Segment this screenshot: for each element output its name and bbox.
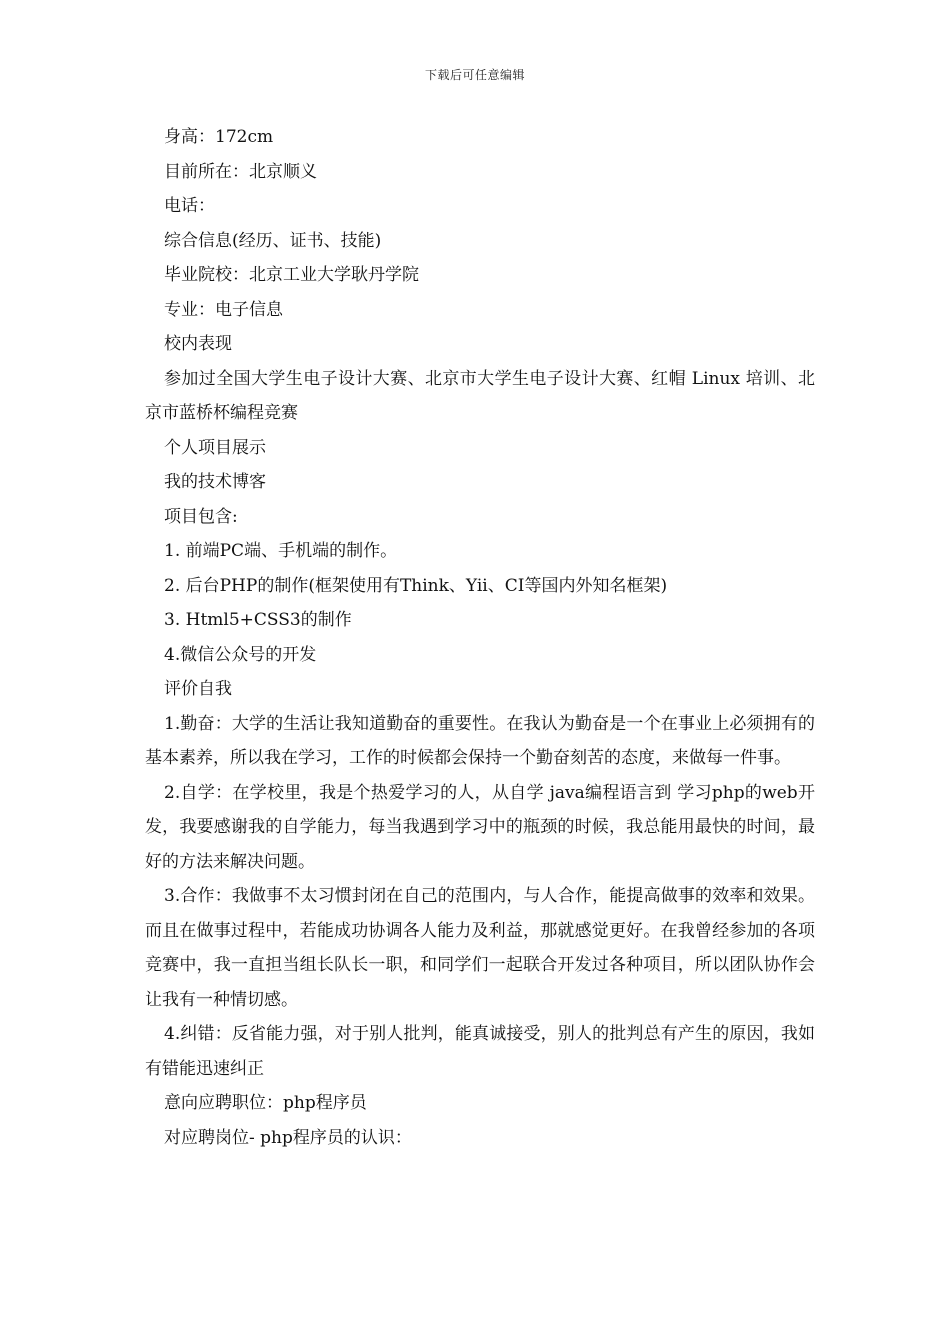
page-header: 下载后可任意编辑 bbox=[424, 68, 525, 82]
school-performance-heading: 校内表现 bbox=[164, 334, 232, 354]
self-evaluation-heading: 评价自我 bbox=[164, 679, 232, 699]
evaluation-item: 2.自学：在学校里，我是个热爱学习的人，从自学 java编程语言到 学习php的web开发，我要感谢我的自学能力，每当我遇到学习中的瓶颈的时候，我总能用最快的时间，最好的方法来解决问题。 bbox=[145, 782, 815, 872]
project-item: 2. 后台PHP的制作(框架使用有Think、Yii、CI等国内外知名框架) bbox=[164, 575, 668, 596]
major-line: 专业：电子信息 bbox=[164, 299, 283, 320]
target-position-line: 意向应聘职位：php程序员 bbox=[164, 1093, 367, 1113]
evaluation-item: 1.勤奋：大学的生活让我知道勤奋的重要性。在我认为勤奋是一个在事业上必须拥有的基本素养，所以我在学习，工作的时候都会保持一个勤奋刻苦的态度，来做每一件事。 bbox=[145, 713, 815, 768]
school-performance-text: 参加过全国大学生电子设计大赛、北京市大学生电子设计大赛、红帽 Linux 培训、北京市蓝桥杯编程竞赛 bbox=[145, 368, 815, 423]
project-item: 3. Html5+CSS3的制作 bbox=[164, 610, 352, 630]
position-understanding-line: 对应聘岗位- php程序员的认识： bbox=[164, 1127, 412, 1148]
location-line: 目前所在：北京顺义 bbox=[164, 161, 317, 182]
evaluation-item: 3.合作：我做事不太习惯封闭在自己的范围内，与人合作，能提高做事的效率和效果。而且在做事过程中，若能成功协调各人能力及利益，那就感觉更好。在我曾经参加的各项竞赛中，我一直担当组长队长一职，和同学们一起联合开发过各种项目，所以团队协作会让我有一种情切感。 bbox=[145, 886, 815, 1010]
phone-line: 电话： bbox=[164, 196, 215, 216]
height-line: 身高：172cm bbox=[164, 127, 274, 147]
projects-includes-line: 项目包含: bbox=[164, 506, 238, 527]
general-info-heading: 综合信息(经历、证书、技能) bbox=[164, 230, 382, 251]
projects-heading: 个人项目展示 bbox=[164, 437, 266, 458]
tech-blog-line: 我的技术博客 bbox=[164, 472, 266, 492]
evaluation-item: 4.纠错：反省能力强，对于别人批判，能真诚接受，别人的批判总有产生的原因，我如有错能迅速纠正 bbox=[145, 1024, 815, 1079]
project-item: 4.微信公众号的开发 bbox=[164, 644, 317, 665]
project-item: 1. 前端PC端、手机端的制作。 bbox=[164, 541, 398, 561]
school-line: 毕业院校：北京工业大学耿丹学院 bbox=[164, 265, 419, 285]
resume-body bbox=[145, 120, 815, 1155]
